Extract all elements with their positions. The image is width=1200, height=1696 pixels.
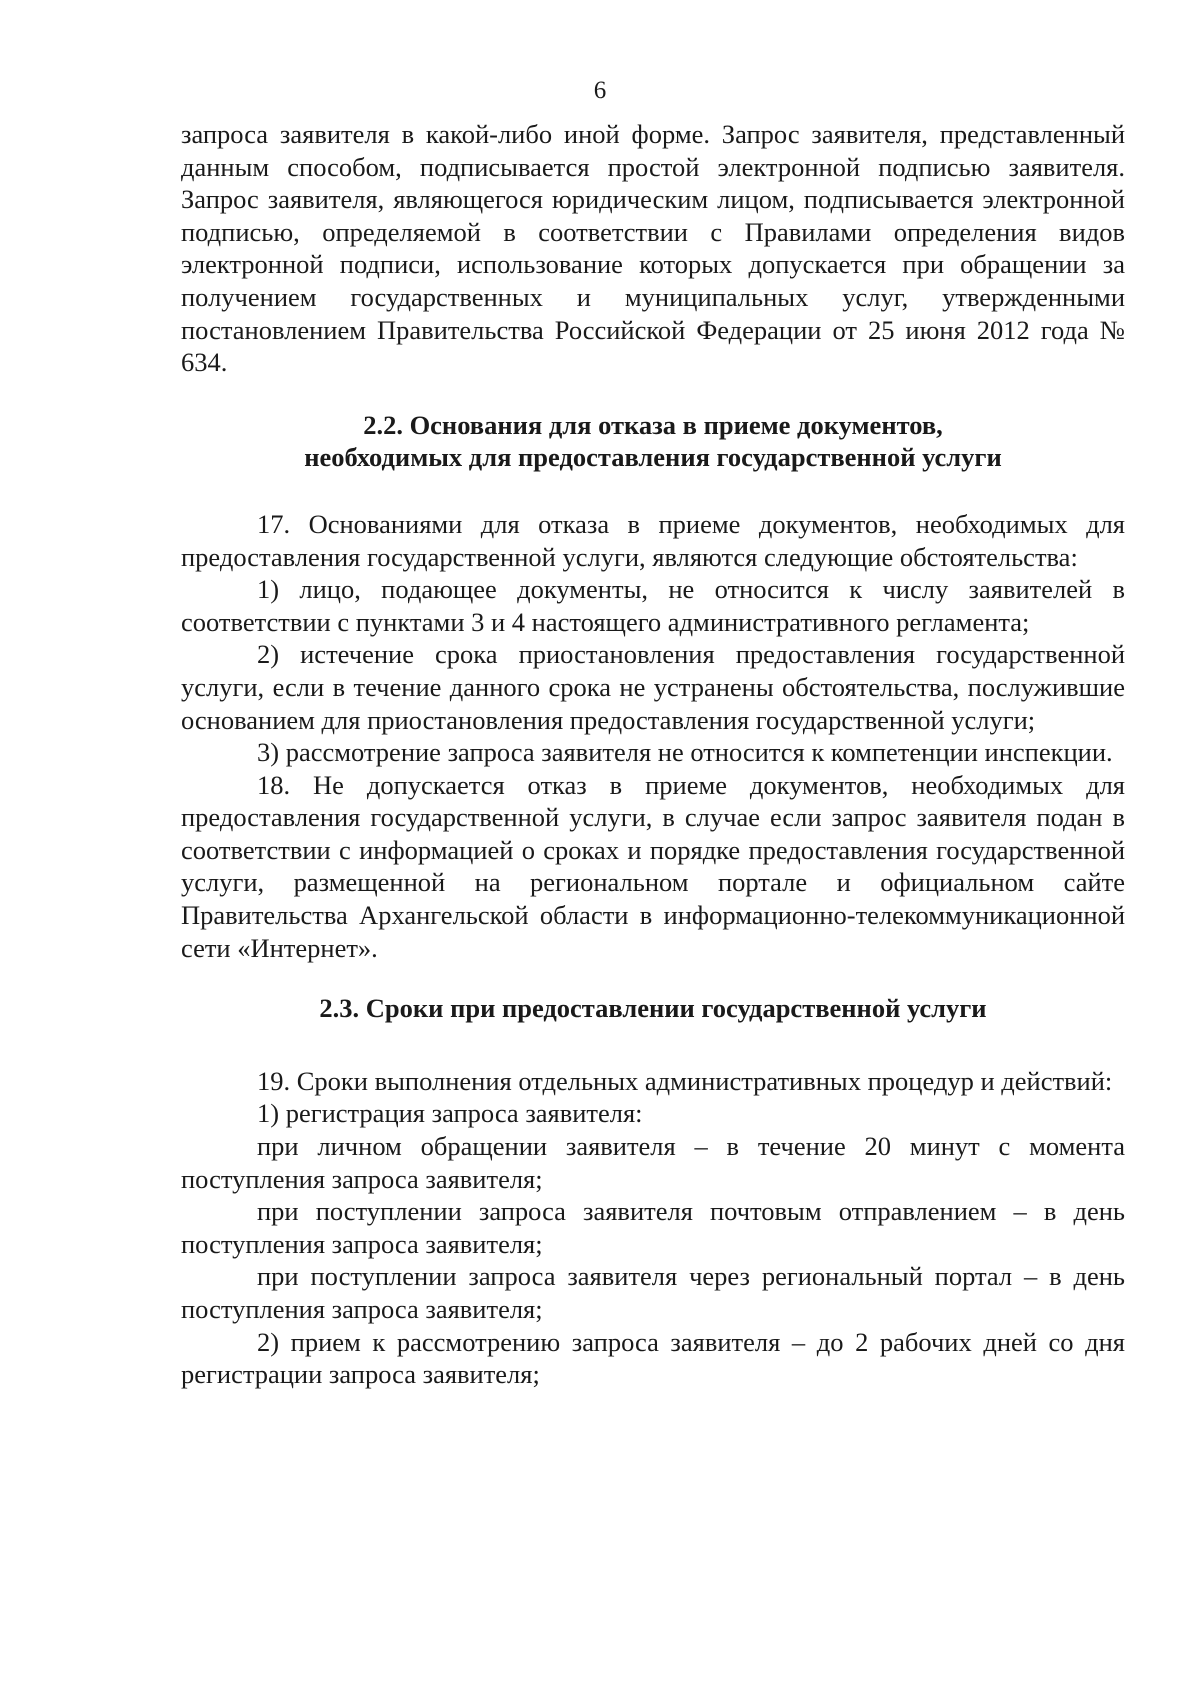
document-body <box>181 118 1125 1391</box>
paragraph-19-item-1: 1) регистрация запроса заявителя: <box>257 1098 643 1129</box>
spacer <box>181 474 1125 508</box>
section-2-3-heading: 2.3. Сроки при предоставлении государственной услуги <box>319 993 987 1024</box>
spacer <box>181 379 1125 409</box>
paragraph-17: 17. Основаниями для отказа в приеме документов, необходимых для предоставления государственной услуги, являются следующие обстоятельства: <box>181 508 1125 572</box>
paragraph-17-item-3: 3) рассмотрение запроса заявителя не относится к компетенции инспекции. <box>257 737 1113 768</box>
section-2-2-heading-line-2: необходимых для предоставления государственной услуги <box>304 442 1002 473</box>
paragraph-18: 18. Не допускается отказ в приеме документов, необходимых для предоставления государственной услуги, в случае если запрос заявителя подан в соответствии с информацией о сроках и порядке предоставления государственной услуги, размещенной на региональном портале и официальном сайте Правительства Архангельской области в информационно-телекоммуникационной сети «Интернет». <box>181 769 1125 963</box>
section-2-2-heading <box>181 409 1125 474</box>
paragraph-17-item-2: 2) истечение срока приостановления предоставления государственной услуги, если в течение данного срока не устранены обстоятельства, послужившие основанием для приостановления предоставления государственной услуги; <box>181 639 1125 735</box>
spacer <box>181 964 1125 992</box>
paragraph-19: 19. Сроки выполнения отдельных административных процедур и действий: <box>257 1065 1113 1096</box>
paragraph-19-item-1-postal: при поступлении запроса заявителя почтовым отправлением – в день поступления запроса заявителя; <box>181 1196 1125 1259</box>
intro-paragraph: запроса заявителя в какой-либо иной форме. Запрос заявителя, представленный данным способом, подписывается простой электронной подписью заявителя. Запрос заявителя, являющегося юридическим лицом, подписывается электронной подписью, определяемой в соответствии с Правилами определения видов электронной подписи, использование которых допускается при обращении за получением государственных и муниципальных услуг, утвержденными постановлением Правительства Российской Федерации от 25 июня 2012 года № 634. <box>181 119 1125 378</box>
spacer <box>181 1025 1125 1065</box>
paragraph-17-item-1: 1) лицо, подающее документы, не относится к числу заявителей в соответствии с пунктами 3 и 4 настоящего административного регламента; <box>181 574 1125 637</box>
section-2-2-heading-line-1: 2.2. Основания для отказа в приеме документов, <box>363 409 943 440</box>
paragraph-19-item-1-personal: при личном обращении заявителя – в течение 20 минут с момента поступления запроса заявителя; <box>181 1131 1125 1194</box>
paragraph-19-item-1-portal: при поступлении запроса заявителя через региональный портал – в день поступления запроса заявителя; <box>181 1261 1125 1324</box>
paragraph-19-item-2: 2) прием к рассмотрению запроса заявителя – до 2 рабочих дней со дня регистрации запроса заявителя; <box>181 1326 1125 1390</box>
page-number: 6 <box>593 77 607 104</box>
